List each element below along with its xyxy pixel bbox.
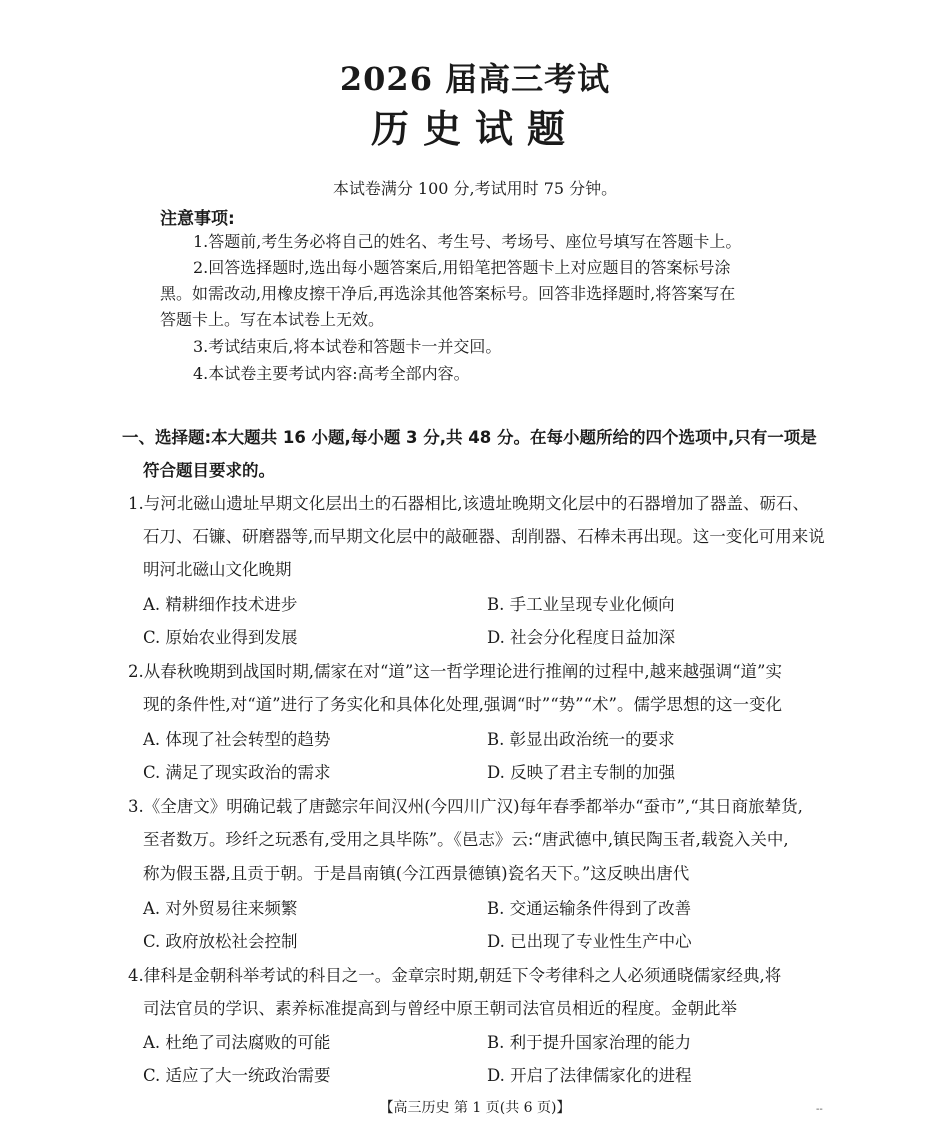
option-b: B. 利于提升国家治理的能力	[487, 1033, 692, 1052]
option-b: B. 交通运输条件得到了改善	[487, 899, 692, 918]
notice-item: 2.回答选择题时,选出每小题答案后,用铅笔把答题卡上对应题目的答案标号涂	[193, 258, 731, 277]
option-d: D. 开启了法律儒家化的进程	[487, 1066, 692, 1085]
question-text: 2.从春秋晚期到战国时期,儒家在对“道”这一哲学理论进行推阐的过程中,越来越强调“道”实	[128, 662, 782, 681]
question-text: 司法官员的学识、素养标准提高到与曾经中原王朝司法官员相近的程度。金朝此举	[143, 999, 737, 1018]
option-a: A. 杜绝了司法腐败的可能	[143, 1033, 331, 1052]
section-heading: 一、选择题:本大题共 16 小题,每小题 3 分,共 48 分。在每小题所给的四个选项中,只有一项是	[122, 428, 817, 447]
question-text: 1.与河北磁山遗址早期文化层出土的石器相比,该遗址晚期文化层中的石器增加了器盖、砺石、	[128, 494, 809, 513]
option-c: C. 满足了现实政治的需求	[143, 763, 331, 782]
notice-item: 黑。如需改动,用橡皮擦干净后,再选涂其他答案标号。回答非选择题时,将答案写在	[160, 284, 736, 303]
option-d: D. 反映了君主专制的加强	[487, 763, 676, 782]
option-a: A. 体现了社会转型的趋势	[143, 730, 331, 749]
option-c: C. 政府放松社会控制	[143, 932, 298, 951]
page-mark: --	[816, 1104, 823, 1115]
notice-item: 3.考试结束后,将本试卷和答题卡一并交回。	[193, 337, 502, 356]
notice-item: 4.本试卷主要考试内容:高考全部内容。	[193, 364, 470, 383]
section-heading-cont: 符合题目要求的。	[143, 461, 275, 480]
option-b: B. 手工业呈现专业化倾向	[487, 595, 675, 614]
question-text: 明河北磁山文化晚期	[143, 560, 292, 579]
question-text: 现的条件性,对“道”进行了务实化和具体化处理,强调“时”“势”“术”。儒学思想的这一变化	[143, 695, 782, 714]
page-footer: 【高三历史 第 1 页(共 6 页)】	[379, 1100, 571, 1116]
option-c: C. 适应了大一统政治需要	[143, 1066, 331, 1085]
question-text: 至者数万。珍纤之玩悉有,受用之具毕陈”。《邑志》云:“唐武德中,镇民陶玉者,载瓷入关中,	[143, 830, 789, 849]
exam-title: 2026 届高三考试	[339, 60, 611, 98]
question-text: 称为假玉器,且贡于朝。于是昌南镇(今江西景德镇)瓷名天下。”这反映出唐代	[143, 864, 690, 883]
option-a: A. 精耕细作技术进步	[143, 595, 298, 614]
subject-title: 历史试题	[370, 106, 579, 151]
notice-item: 答题卡上。写在本试卷上无效。	[160, 310, 385, 329]
option-b: B. 彰显出政治统一的要求	[487, 730, 675, 749]
option-a: A. 对外贸易往来频繁	[143, 899, 298, 918]
question-text: 4.律科是金朝科举考试的科目之一。金章宗时期,朝廷下令考律科之人必须通晓儒家经典,将	[128, 966, 782, 985]
exam-intro: 本试卷满分 100 分,考试用时 75 分钟。	[332, 179, 618, 198]
notice-title: 注意事项:	[160, 209, 235, 229]
notice-item: 1.答题前,考生务必将自己的姓名、考生号、考场号、座位号填写在答题卡上。	[193, 232, 742, 251]
question-text: 3.《全唐文》明确记载了唐懿宗年间汉州(今四川广汉)每年春季都举办“蚕市”,“其日商旅辇货,	[128, 797, 803, 816]
option-d: D. 已出现了专业性生产中心	[487, 932, 692, 951]
option-d: D. 社会分化程度日益加深	[487, 628, 676, 647]
question-text: 石刀、石镰、研磨器等,而早期文化层中的敲砸器、刮削器、石棒未再出现。这一变化可用来说	[143, 527, 825, 546]
option-c: C. 原始农业得到发展	[143, 628, 298, 647]
